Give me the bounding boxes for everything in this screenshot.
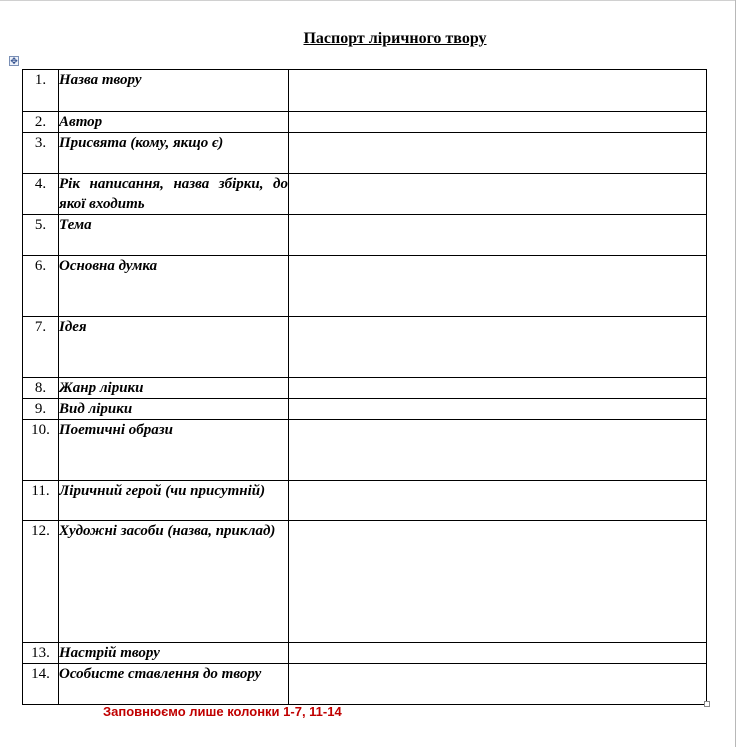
row-label: Особисте ставлення до твору [59,664,289,705]
row-value-cell[interactable] [289,399,707,420]
footnote-instruction: Заповнюємо лише колонки 1-7, 11-14 [103,704,342,719]
row-label: Тема [59,215,289,256]
row-value-cell[interactable] [289,317,707,378]
table-row [23,70,707,112]
row-number: 4. [23,174,59,215]
row-number: 6. [23,256,59,317]
table-row [23,174,707,215]
row-value-cell[interactable] [289,133,707,174]
row-value-cell[interactable] [289,643,707,664]
document-title: Паспорт ліричного твору [303,30,487,47]
table-row [23,112,707,133]
row-value-cell[interactable] [289,481,707,521]
row-number: 13. [23,643,59,664]
resize-handle-icon[interactable] [704,701,710,707]
row-value-cell[interactable] [289,215,707,256]
row-label: Ідея [59,317,289,378]
row-value-cell[interactable] [289,378,707,399]
row-label: Художні засоби (назва, приклад) [59,521,289,643]
table-row [23,481,707,521]
row-number: 10. [23,420,59,481]
row-label: Присвята (кому, якщо є) [59,133,289,174]
row-number: 8. [23,378,59,399]
table-row [23,215,707,256]
row-label: Жанр лірики [59,378,289,399]
row-number: 1. [23,70,59,112]
table-row [23,643,707,664]
table-row [23,420,707,481]
row-number: 5. [23,215,59,256]
row-number: 14. [23,664,59,705]
row-number: 11. [23,481,59,521]
row-value-cell[interactable] [289,112,707,133]
row-number: 12. [23,521,59,643]
row-label: Ліричний герой (чи присутній) [59,481,289,521]
move-arrows-icon[interactable]: ✥ [10,57,18,67]
table-row [23,378,707,399]
passport-table [22,69,707,705]
row-value-cell[interactable] [289,256,707,317]
row-label: Назва твору [59,70,289,112]
row-value-cell[interactable] [289,174,707,215]
row-label: Автор [59,112,289,133]
row-number: 3. [23,133,59,174]
row-label: Поетичні образи [59,420,289,481]
row-label: Настрій твору [59,643,289,664]
page-right-edge [735,0,736,747]
row-label: Рік написання, назва збірки, до якої входить [59,174,289,215]
row-number: 9. [23,399,59,420]
page-top-edge [0,0,736,1]
row-value-cell[interactable] [289,664,707,705]
row-value-cell[interactable] [289,521,707,643]
table-row [23,256,707,317]
table-row [23,399,707,420]
row-label: Вид лірики [59,399,289,420]
table-row [23,317,707,378]
row-label: Основна думка [59,256,289,317]
row-number: 2. [23,112,59,133]
row-value-cell[interactable] [289,420,707,481]
row-number: 7. [23,317,59,378]
table-row [23,664,707,705]
table-row [23,133,707,174]
row-value-cell[interactable] [289,70,707,112]
table-row [23,521,707,643]
